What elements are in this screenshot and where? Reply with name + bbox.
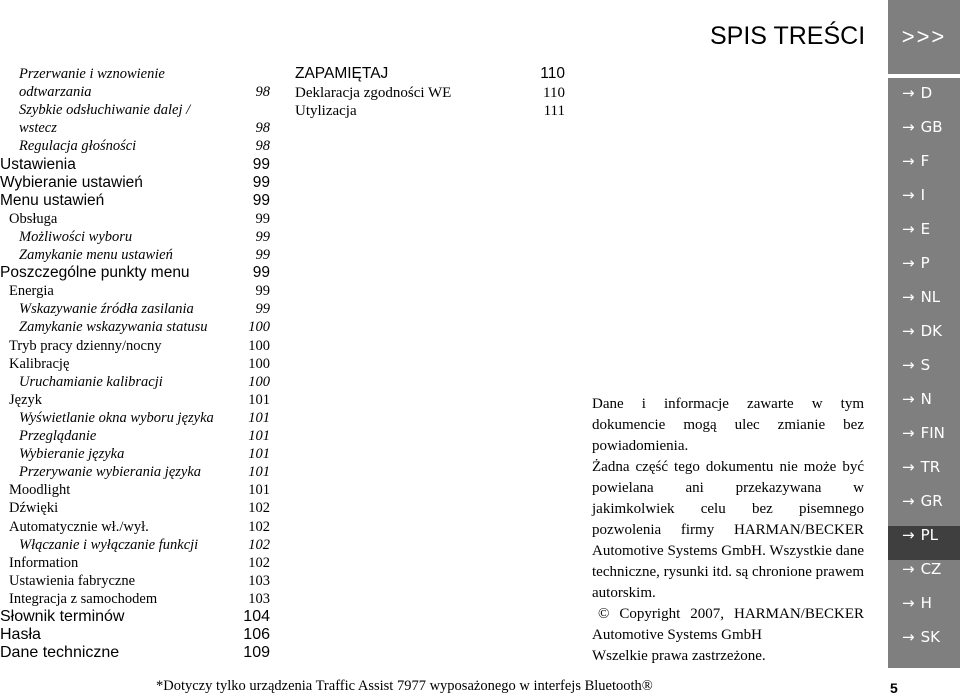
toc-entry-page: 104 bbox=[243, 608, 270, 625]
toc-entry-page: 109 bbox=[243, 644, 270, 662]
toc-entry-page: 98 bbox=[255, 138, 270, 155]
language-code: FIN bbox=[920, 424, 945, 442]
toc-entry-page: 99 bbox=[255, 247, 270, 263]
language-code: DK bbox=[920, 322, 942, 340]
toc-entry[interactable] bbox=[295, 84, 565, 102]
toc-entry-label: Regulacja głośności bbox=[19, 138, 137, 155]
toc-entry[interactable] bbox=[19, 463, 270, 481]
arrow-right-icon: → bbox=[902, 220, 915, 238]
toc-entry-page: 99 bbox=[255, 210, 270, 227]
toc-entry[interactable] bbox=[9, 554, 270, 572]
toc-entry-page: 101 bbox=[248, 446, 270, 463]
language-code: P bbox=[920, 254, 930, 272]
toc-entry-label: Możliwości wyboru bbox=[19, 228, 133, 245]
toc-entry[interactable] bbox=[9, 572, 270, 590]
legal-copyright: © Copyright 2007, HARMAN/BECKER Automotive Systems GmbH bbox=[592, 606, 864, 643]
language-code: TR bbox=[920, 458, 941, 476]
toc-entry-label: Menu ustawień bbox=[0, 191, 105, 209]
toc-entry[interactable] bbox=[0, 156, 270, 174]
toc-entry-label: Automatycznie wł./wył. bbox=[9, 518, 149, 535]
language-link-tr[interactable] bbox=[888, 458, 960, 492]
toc-entry[interactable] bbox=[0, 264, 270, 282]
language-sidebar bbox=[888, 78, 960, 668]
toc-entry-label: Moodlight bbox=[9, 482, 71, 499]
language-link-cz[interactable] bbox=[888, 560, 960, 594]
language-code: GB bbox=[920, 118, 943, 136]
toc-entry-label: Wskazywanie źródła zasilania bbox=[19, 301, 194, 318]
toc-entry-label: Uruchamianie kalibracji bbox=[19, 373, 163, 390]
language-link-gb[interactable] bbox=[888, 118, 960, 152]
language-link-s[interactable] bbox=[888, 356, 960, 390]
toc-entry[interactable] bbox=[19, 137, 270, 155]
arrow-right-icon: → bbox=[902, 424, 915, 442]
language-link-h[interactable] bbox=[888, 594, 960, 628]
toc-entry[interactable] bbox=[19, 300, 270, 318]
arrow-right-icon: → bbox=[902, 458, 915, 476]
legal-paragraph-2: Żadna część tego dokumentu nie może być powielana ani przekazywana w jakimkolwiek celu bez pisemnego pozwolenia firmy HARMAN/BECKER Automotive Systems GmbH. Wszystkie dane techniczne, rysunki itd. są chronione prawem autorskim. bbox=[592, 459, 864, 601]
arrow-right-icon: → bbox=[902, 526, 915, 544]
toc-entry-label: Hasła bbox=[0, 626, 41, 644]
toc-entry[interactable] bbox=[0, 626, 270, 644]
language-link-sk[interactable] bbox=[888, 628, 960, 662]
arrow-right-icon: → bbox=[902, 356, 915, 374]
toc-entry-label: Information bbox=[9, 554, 79, 571]
language-code: GR bbox=[920, 492, 943, 510]
toc-entry-label: Przerwanie i wznowienie bbox=[19, 66, 165, 82]
next-page-arrows[interactable]: >>> bbox=[901, 24, 947, 49]
toc-entry-label: Energia bbox=[9, 283, 54, 300]
toc-entry[interactable] bbox=[9, 499, 270, 517]
toc-entry-label: Utylizacja bbox=[295, 103, 357, 119]
toc-entry-label: Deklaracja zgodności WE bbox=[295, 84, 452, 101]
language-code: D bbox=[920, 84, 933, 102]
language-link-p[interactable] bbox=[888, 254, 960, 288]
toc-entry-page: 99 bbox=[255, 228, 270, 245]
language-link-pl[interactable] bbox=[888, 526, 960, 560]
toc-entry-label: Tryb pracy dzienny/nocny bbox=[9, 337, 162, 354]
toc-entry-label: Ustawienia bbox=[0, 155, 76, 173]
language-link-f[interactable] bbox=[888, 152, 960, 186]
toc-entry-page: 99 bbox=[255, 301, 270, 318]
toc-entry-page: 106 bbox=[243, 626, 270, 644]
page-number: 5 bbox=[890, 680, 898, 696]
language-link-e[interactable] bbox=[888, 220, 960, 254]
arrow-right-icon: → bbox=[902, 390, 915, 408]
toc-entry[interactable] bbox=[9, 518, 270, 536]
language-code: H bbox=[920, 594, 932, 612]
toc-entry-page: 100 bbox=[248, 355, 270, 372]
toc-entry-label: odtwarzania bbox=[19, 84, 92, 101]
toc-entry-page: 110 bbox=[540, 65, 565, 82]
toc-entry-label: Dźwięki bbox=[9, 500, 59, 517]
toc-entry-label: Zamykanie wskazywania statusu bbox=[19, 319, 208, 336]
language-code: SK bbox=[920, 628, 940, 646]
arrow-right-icon: → bbox=[902, 84, 915, 102]
toc-entry[interactable] bbox=[9, 590, 270, 608]
toc-entry-page: 100 bbox=[248, 373, 270, 390]
toc-entry[interactable] bbox=[19, 83, 270, 101]
toc-entry-label: wstecz bbox=[19, 120, 57, 137]
toc-entry[interactable] bbox=[0, 644, 270, 662]
language-code: F bbox=[920, 152, 930, 170]
toc-entry[interactable] bbox=[295, 102, 565, 120]
language-link-dk[interactable] bbox=[888, 322, 960, 356]
toc-entry[interactable] bbox=[19, 536, 270, 554]
toc-entry-label: Wyświetlanie okna wyboru języka bbox=[19, 409, 214, 426]
toc-entry-page: 102 bbox=[248, 536, 270, 553]
toc-entry[interactable] bbox=[0, 608, 270, 626]
language-link-gr[interactable] bbox=[888, 492, 960, 526]
toc-entry[interactable] bbox=[19, 318, 270, 336]
arrow-right-icon: → bbox=[902, 118, 915, 136]
toc-entry[interactable] bbox=[9, 210, 270, 228]
toc-entry[interactable] bbox=[19, 445, 270, 463]
toc-entry-label: Włączanie i wyłączanie funkcji bbox=[19, 536, 199, 553]
toc-entry-label: Szybkie odsłuchiwanie dalej / bbox=[19, 102, 191, 119]
toc-entry-label: Obsługa bbox=[9, 210, 58, 227]
toc-entry[interactable] bbox=[0, 192, 270, 210]
footer-note: *Dotyczy tylko urządzenia Traffic Assist 7977 wyposażonego w interfejs Bluetooth® bbox=[156, 678, 653, 694]
toc-entry[interactable] bbox=[9, 337, 270, 355]
arrow-right-icon: → bbox=[902, 594, 915, 612]
toc-entry[interactable] bbox=[9, 391, 270, 409]
language-link-n[interactable] bbox=[888, 390, 960, 424]
page-title: SPIS TREŚCI bbox=[710, 22, 866, 50]
language-code: I bbox=[920, 186, 926, 204]
toc-entry[interactable] bbox=[9, 481, 270, 499]
language-code: PL bbox=[920, 526, 938, 544]
toc-entry-label: Integracja z samochodem bbox=[9, 590, 158, 607]
toc-entry-label: ZAPAMIĘTAJ bbox=[295, 65, 389, 82]
toc-entry-page: 101 bbox=[248, 409, 270, 426]
toc-entry-label: Przerywanie wybierania języka bbox=[19, 464, 202, 481]
toc-entry-page: 98 bbox=[255, 120, 270, 137]
toc-entry-page: 100 bbox=[248, 319, 270, 336]
toc-entry-page: 100 bbox=[248, 337, 270, 354]
toc-entry-page: 101 bbox=[248, 391, 270, 408]
language-link-i[interactable] bbox=[888, 186, 960, 220]
toc-entry[interactable] bbox=[9, 355, 270, 373]
toc-entry-page: 98 bbox=[255, 84, 270, 101]
toc-entry-page: 99 bbox=[252, 264, 270, 282]
toc-entry-label: Język bbox=[9, 391, 43, 408]
toc-entry-page: 99 bbox=[252, 191, 270, 209]
toc-entry[interactable] bbox=[19, 119, 270, 137]
toc-entry-page: 99 bbox=[252, 155, 270, 173]
toc-entry-page: 101 bbox=[248, 482, 270, 499]
toc-entry[interactable] bbox=[295, 65, 565, 83]
arrow-right-icon: → bbox=[902, 186, 915, 204]
toc-entry[interactable] bbox=[19, 65, 270, 83]
language-code: N bbox=[920, 390, 932, 408]
language-code: NL bbox=[920, 288, 941, 306]
toc-entry-page: 103 bbox=[248, 572, 270, 589]
toc-entry[interactable] bbox=[19, 373, 270, 391]
toc-entry-page: 99 bbox=[255, 283, 270, 300]
arrow-right-icon: → bbox=[902, 152, 915, 170]
toc-entry[interactable] bbox=[19, 101, 270, 119]
arrow-right-icon: → bbox=[902, 560, 915, 578]
language-code: E bbox=[920, 220, 931, 238]
toc-entry-page: 102 bbox=[248, 500, 270, 517]
language-link-nl[interactable] bbox=[888, 288, 960, 322]
toc-entry-label: Ustawienia fabryczne bbox=[9, 572, 136, 589]
language-link-fin[interactable] bbox=[888, 424, 960, 458]
legal-rights: Wszelkie prawa zastrzeżone. bbox=[592, 648, 766, 664]
arrow-right-icon: → bbox=[902, 288, 915, 306]
toc-entry-page: 102 bbox=[248, 518, 270, 535]
toc-entry[interactable] bbox=[0, 174, 270, 192]
toc-entry-label: Dane techniczne bbox=[0, 644, 120, 662]
toc-entry-label: Kalibrację bbox=[9, 355, 70, 372]
toc-entry-page: 102 bbox=[248, 554, 270, 571]
toc-entry-label: Przeglądanie bbox=[19, 428, 97, 444]
toc-entry-page: 101 bbox=[248, 428, 270, 444]
language-code: CZ bbox=[920, 560, 942, 578]
toc-entry-label: Zamykanie menu ustawień bbox=[19, 247, 173, 263]
toc-entry[interactable] bbox=[19, 246, 270, 264]
toc-entry-label: Wybieranie języka bbox=[19, 446, 125, 463]
language-code: S bbox=[920, 356, 931, 374]
toc-entry-label: Słownik terminów bbox=[0, 608, 125, 625]
toc-entry-page: 101 bbox=[248, 464, 270, 481]
legal-notice bbox=[592, 394, 864, 667]
toc-entry-page: 103 bbox=[248, 590, 270, 607]
arrow-right-icon: → bbox=[902, 492, 915, 510]
toc-entry-label: Poszczególne punkty menu bbox=[0, 264, 190, 282]
arrow-right-icon: → bbox=[902, 322, 915, 340]
toc-entry-page: 110 bbox=[543, 84, 565, 101]
legal-paragraph-1: Dane i informacje zawarte w tym dokumencie mogą ulec zmianie bez powiadomienia. bbox=[592, 396, 864, 454]
language-link-d[interactable] bbox=[888, 84, 960, 118]
toc-entry-page: 111 bbox=[543, 103, 565, 119]
toc-entry[interactable] bbox=[19, 409, 270, 427]
toc-entry[interactable] bbox=[9, 282, 270, 300]
toc-entry[interactable] bbox=[19, 228, 270, 246]
arrow-right-icon: → bbox=[902, 254, 915, 272]
toc-entry[interactable] bbox=[19, 427, 270, 445]
toc-entry-label: Wybieranie ustawień bbox=[0, 173, 143, 191]
arrow-right-icon: → bbox=[902, 628, 915, 646]
toc-entry-page: 99 bbox=[252, 173, 270, 191]
